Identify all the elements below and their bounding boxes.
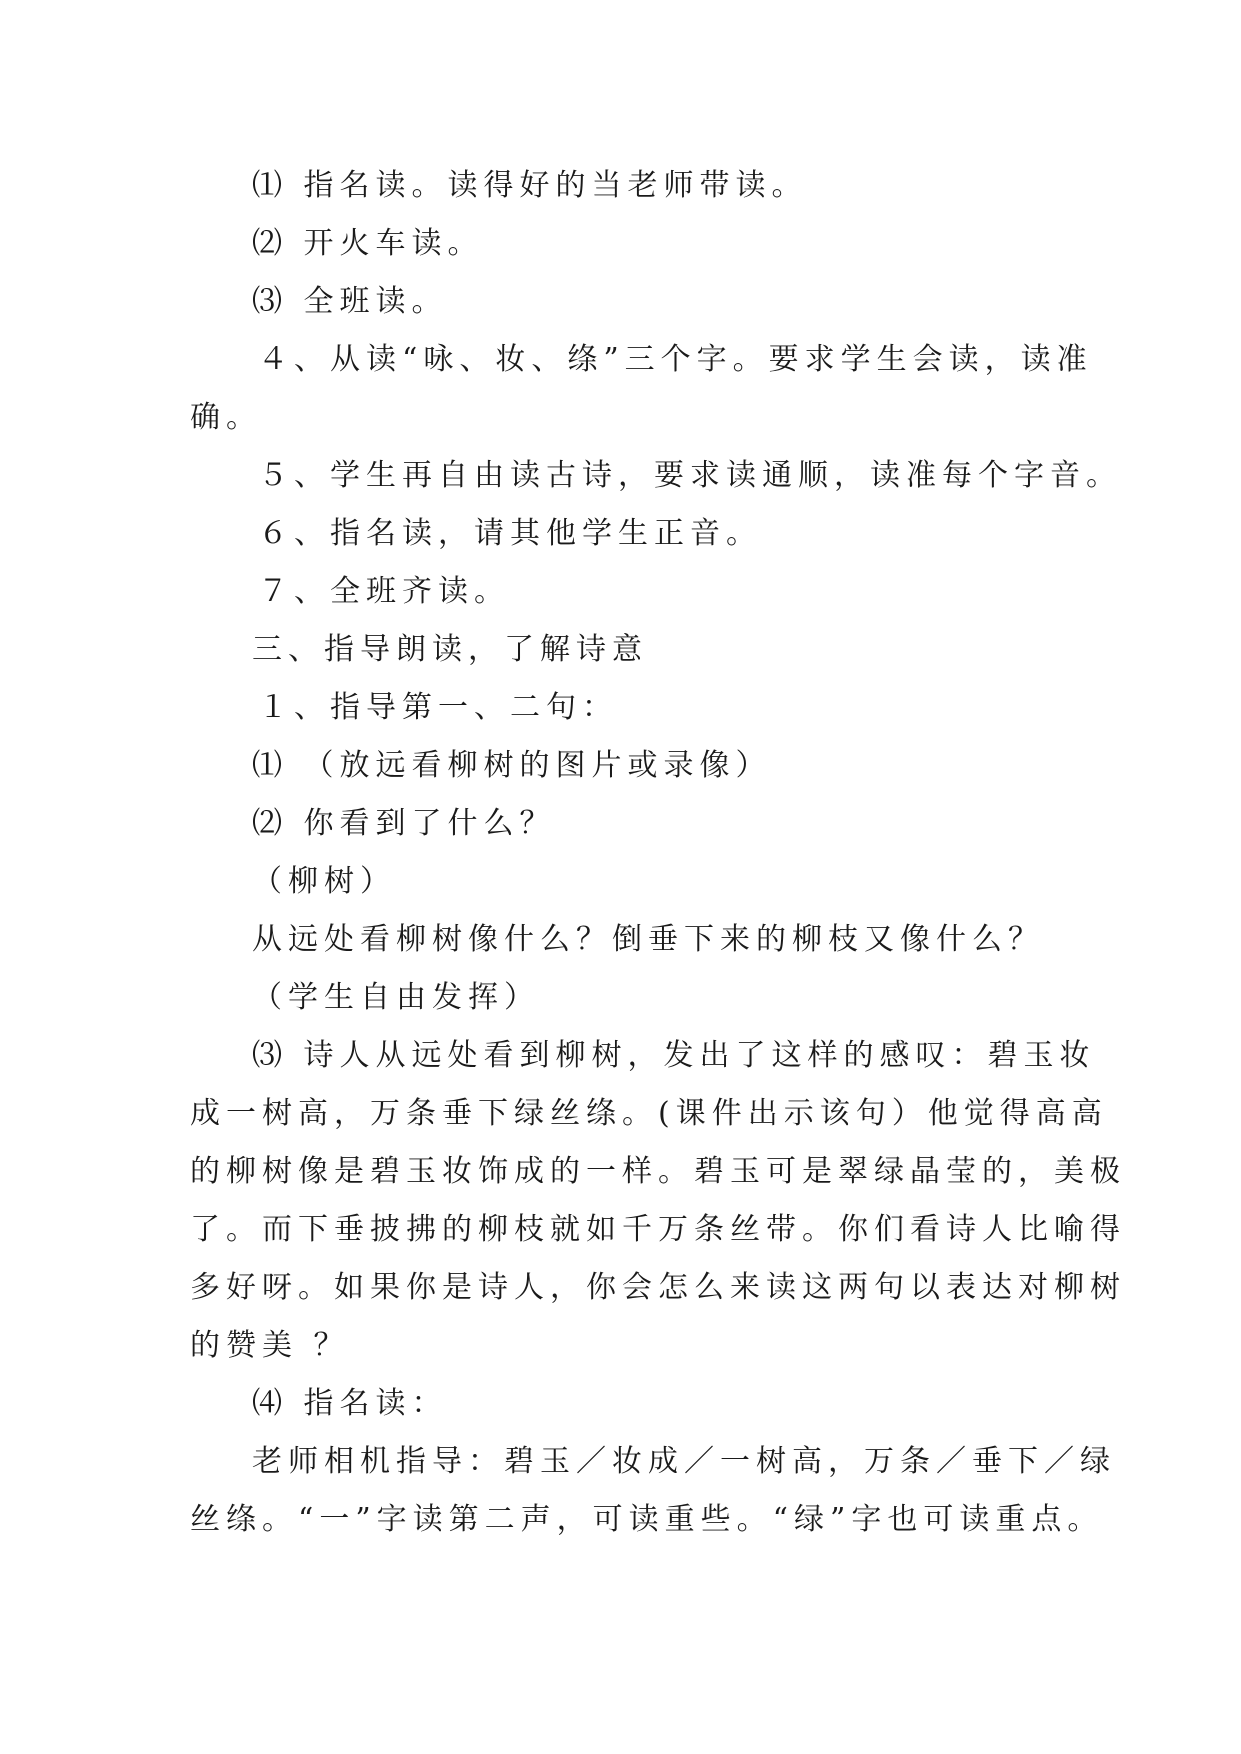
paragraph-poet-sigh-line-3: 的柳树像是碧玉妆饰成的一样。碧玉可是翠绿晶莹的，美极 (190, 1154, 1126, 1189)
answer-free-expression: （学生自由发挥） (252, 980, 540, 1015)
paragraph-poet-sigh-line-5: 多好呀。如果你是诗人，你会怎么来读这两句以表达对柳树 (190, 1270, 1126, 1305)
step-show-willow-image: ⑴ （放远看柳树的图片或录像） (252, 748, 772, 783)
step-4-characters: ４、从读“咏、妆、绦”三个字。要求学生会读，读准 (258, 342, 1093, 377)
step-7-unison-reading: ７、全班齐读。 (258, 574, 510, 609)
section-3-heading: 三、指导朗读，了解诗意 (252, 632, 648, 667)
paragraph-poet-sigh-line-2: 成一树高，万条垂下绿丝绦。(课件出示该句）他觉得高高 (190, 1096, 1108, 1131)
answer-willow: （柳树） (252, 864, 396, 899)
paragraph-teacher-guidance-line-2: 丝绦。“一”字读第二声，可读重些。“绿”字也可读重点。 (190, 1502, 1104, 1537)
step-class-reading: ⑶ 全班读。 (252, 284, 448, 319)
step-train-reading: ⑵ 开火车读。 (252, 226, 484, 261)
step-5-free-reading: ５、学生再自由读古诗，要求读通顺，读准每个字音。 (258, 458, 1122, 493)
step-6-correct-pronunciation: ６、指名读，请其他学生正音。 (258, 516, 762, 551)
paragraph-poet-sigh-line-4: 了。而下垂披拂的柳枝就如千万条丝带。你们看诗人比喻得 (190, 1212, 1126, 1247)
step-1-first-lines: １、指导第一、二句： (258, 690, 618, 725)
step-what-did-you-see: ⑵ 你看到了什么？ (252, 806, 556, 841)
paragraph-poet-sigh-line-1: ⑶ 诗人从远处看到柳树，发出了这样的感叹：碧玉妆 (252, 1038, 1096, 1073)
paragraph-poet-sigh-line-6: 的赞美 ？ (190, 1328, 350, 1363)
paragraph-teacher-guidance-line-1: 老师相机指导：碧玉／妆成／一树高，万条／垂下／绿 (252, 1444, 1116, 1479)
step-read-by-name: ⑴ 指名读。读得好的当老师带读。 (252, 168, 808, 203)
question-willow-likeness: 从远处看柳树像什么？倒垂下来的柳枝又像什么？ (252, 922, 1044, 957)
step-read-by-name-2: ⑷ 指名读： (252, 1386, 448, 1421)
step-4-continuation: 确。 (190, 400, 262, 435)
